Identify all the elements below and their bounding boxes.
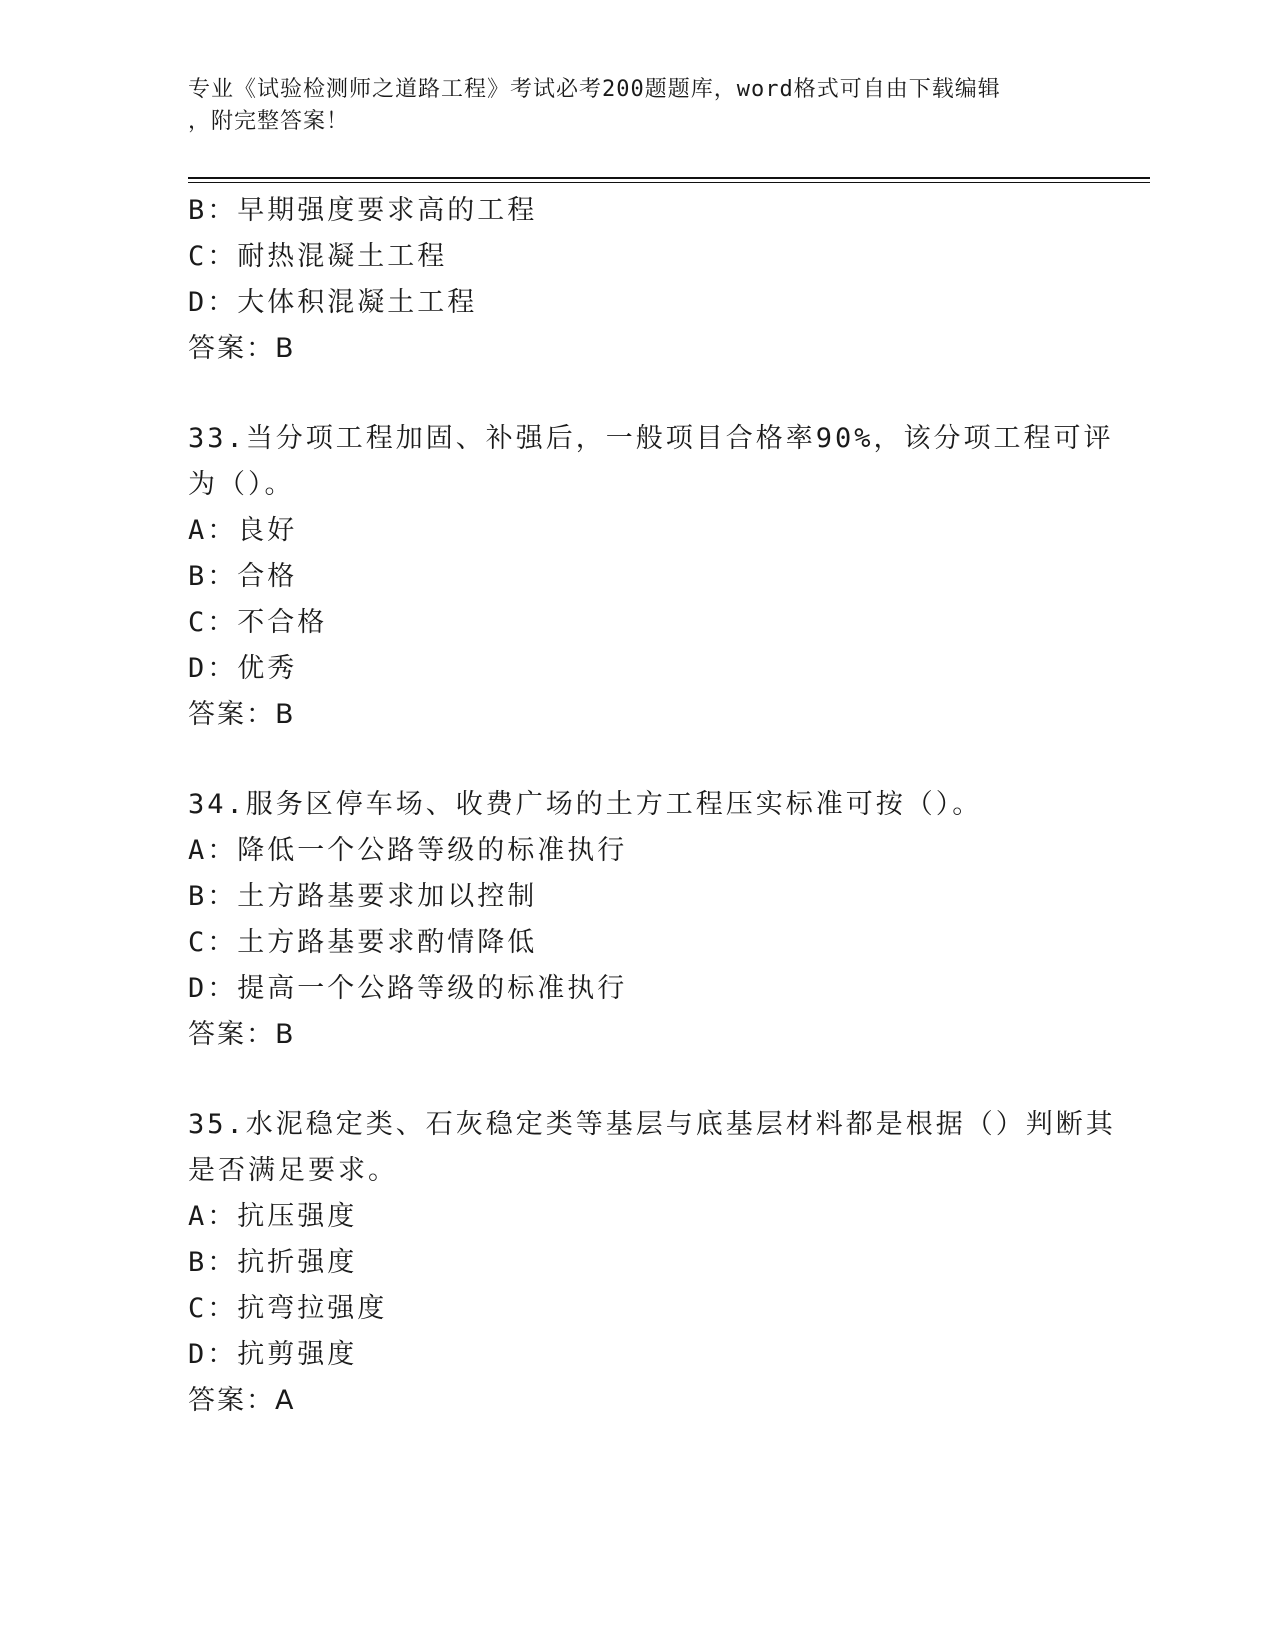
option-d: D：大体积混凝土工程 (188, 287, 478, 318)
question-text-line: 34.服务区停车场、收费广场的土方工程压实标准可按（）。 (188, 789, 983, 820)
question-block-33 (188, 416, 1114, 738)
answer-line: 答案：B (188, 699, 296, 730)
option-c: C：耐热混凝土工程 (188, 241, 448, 272)
option-d: D：抗剪强度 (188, 1339, 358, 1370)
document-header (188, 74, 1068, 138)
option-b: B：合格 (188, 561, 298, 592)
option-b: B：抗折强度 (188, 1247, 358, 1278)
option-a: A：抗压强度 (188, 1201, 358, 1232)
option-a: A：降低一个公路等级的标准执行 (188, 835, 628, 866)
option-d: D：优秀 (188, 653, 298, 684)
header-divider-thick (188, 177, 1150, 179)
question-list (188, 188, 1116, 1424)
answer-line: 答案：B (188, 1019, 296, 1050)
question-block-32 (188, 188, 1088, 372)
option-c: C：不合格 (188, 607, 328, 638)
option-a: A：良好 (188, 515, 298, 546)
header-line-1: 专业《试验检测师之道路工程》考试必考200题题库，word格式可自由下载编辑 (188, 77, 1001, 102)
question-text-line: 33.当分项工程加固、补强后，一般项目合格率90%，该分项工程可评 (188, 423, 1114, 454)
question-text-line: 是否满足要求。 (188, 1155, 398, 1186)
question-text-line: 为（）。 (188, 469, 295, 500)
answer-line: 答案：A (188, 1385, 296, 1416)
option-b: B：土方路基要求加以控制 (188, 881, 538, 912)
option-b: B：早期强度要求高的工程 (188, 195, 538, 226)
header-divider-thin (188, 182, 1150, 183)
option-d: D：提高一个公路等级的标准执行 (188, 973, 628, 1004)
header-line-2: ，附完整答案！ (188, 109, 350, 134)
option-c: C：抗弯拉强度 (188, 1293, 388, 1324)
question-text (188, 416, 1114, 508)
question-text (188, 782, 1088, 828)
question-text (188, 1102, 1116, 1194)
question-block-35 (188, 1102, 1116, 1424)
question-text-line: 35.水泥稳定类、石灰稳定类等基层与底基层材料都是根据（）判断其 (188, 1109, 1116, 1140)
option-c: C：土方路基要求酌情降低 (188, 927, 538, 958)
answer-line: 答案：B (188, 333, 296, 364)
question-block-34 (188, 782, 1088, 1058)
